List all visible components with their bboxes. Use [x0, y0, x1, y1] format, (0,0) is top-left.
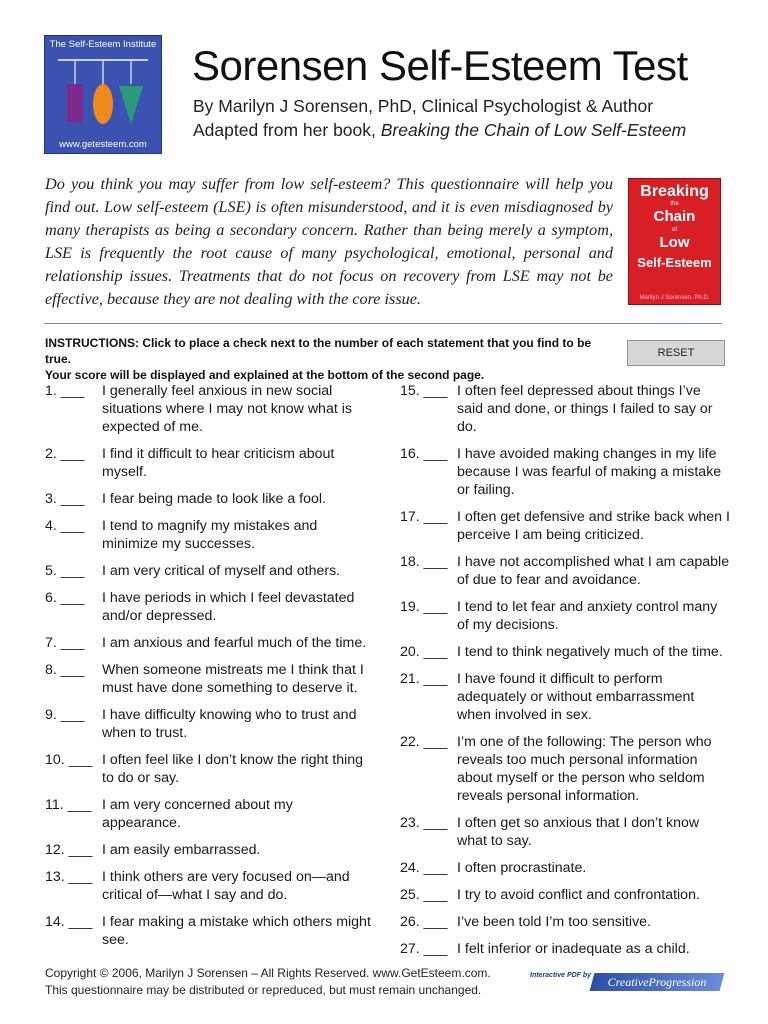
question-text: I am anxious and fearful much of the time. — [102, 635, 367, 651]
byline: By Marilyn J Sorensen, PhD, Clinical Psychologist & Author — [193, 96, 654, 116]
question-text: I have difficulty knowing who to trust and when to trust. — [102, 707, 357, 741]
question-text: I often feel depressed about things I’ve said and done, or things I failed to say or do. — [457, 383, 713, 435]
question-text: I try to avoid conflict and confrontation. — [457, 887, 700, 903]
creative-progression-logo — [530, 970, 720, 996]
question-number-checkbox[interactable]: 27. ___ — [400, 941, 448, 957]
question-number-checkbox[interactable]: 12. ___ — [45, 842, 93, 858]
institute-logo — [44, 35, 162, 154]
question-text: I think others are very focused on—and critical of—what I say and do. — [102, 869, 350, 903]
question-item[interactable] — [400, 859, 730, 877]
question-text: I often feel like I don’t know the right thing to do or say. — [102, 752, 364, 786]
question-number-checkbox[interactable]: 3. ___ — [45, 491, 85, 507]
book-small-1: the — [670, 201, 679, 207]
question-text: I tend to magnify my mistakes and minimize my successes. — [102, 518, 318, 552]
question-item[interactable] — [400, 940, 730, 958]
question-item[interactable] — [400, 598, 730, 634]
pendulum-icon — [53, 54, 153, 149]
question-text: I often get defensive and strike back when I perceive I am being criticized. — [457, 509, 730, 543]
intro-paragraph: Do you think you may suffer from low self-esteem? This questionnaire will help you find out. Low self-esteem (LSE) is often misunderstood, and it is even misdiagnosed by many therapists as being a secondary concern. Rather than being merely a symptom, LSE is frequently the root cause of many psychological, emotional, personal and relationship issues. Treatments that do not focus on recovery from LSE may not be effective, because they are not dealing with the core issue. — [45, 175, 613, 308]
question-number-checkbox[interactable]: 18. ___ — [400, 554, 448, 570]
instructions — [45, 335, 615, 383]
question-item[interactable] — [45, 868, 375, 904]
question-number-checkbox[interactable]: 24. ___ — [400, 860, 448, 876]
question-item[interactable] — [400, 670, 730, 724]
question-text: I often get so anxious that I don’t know what to say. — [457, 815, 700, 849]
question-number-checkbox[interactable]: 14. ___ — [45, 914, 93, 930]
question-text: I am very critical of myself and others. — [102, 563, 341, 579]
copyright-line-1: Copyright © 2006, Marilyn J Sorensen – All Rights Reserved. www.GetEsteem.com. — [45, 966, 491, 980]
book-line-3: Low — [659, 234, 690, 251]
book-title: Breaking the Chain of Low Self-Esteem — [380, 120, 687, 140]
question-item[interactable] — [45, 841, 375, 859]
logo-url: www.getesteem.com — [59, 139, 147, 150]
question-item[interactable] — [45, 796, 375, 832]
book-author: Marilyn J Sorensen, Ph.D. — [639, 295, 710, 301]
question-number-checkbox[interactable]: 5. ___ — [45, 563, 85, 579]
instructions-line-2: Your score will be displayed and explained at the bottom of the second page. — [45, 368, 485, 382]
book-cover — [628, 178, 721, 305]
question-number-checkbox[interactable]: 22. ___ — [400, 734, 448, 750]
question-number-checkbox[interactable]: 11. ___ — [45, 797, 92, 813]
question-number-checkbox[interactable]: 25. ___ — [400, 887, 448, 903]
question-number-checkbox[interactable]: 19. ___ — [400, 599, 448, 615]
question-item[interactable] — [45, 382, 375, 436]
question-number-checkbox[interactable]: 21. ___ — [400, 671, 448, 687]
instructions-label: INSTRUCTIONS: — [45, 336, 139, 350]
questions-right-column — [400, 382, 730, 967]
logo-top-text: The Self-Esteem Institute — [49, 39, 157, 50]
question-item[interactable] — [45, 445, 375, 481]
question-item[interactable] — [400, 814, 730, 850]
brand-small-text: Interactive PDF by — [530, 972, 592, 979]
page-title: Sorensen Self-Esteem Test — [192, 42, 688, 89]
book-small-2: of — [671, 227, 677, 233]
question-item[interactable] — [400, 445, 730, 499]
question-text: I’ve been told I’m too sensitive. — [457, 914, 651, 930]
question-item[interactable] — [45, 517, 375, 553]
question-number-checkbox[interactable]: 9. ___ — [45, 707, 85, 723]
question-text: I fear making a mistake which others might see. — [102, 914, 371, 948]
question-item[interactable] — [400, 886, 730, 904]
adapted-prefix: Adapted from her book, — [193, 120, 381, 140]
instructions-line-1: Click to place a check next to the number of each statement that you find to be true. — [45, 336, 592, 366]
question-text: I fear being made to look like a fool. — [102, 491, 326, 507]
question-item[interactable] — [45, 913, 375, 949]
question-item[interactable] — [400, 733, 730, 805]
question-text: I am easily embarrassed. — [102, 842, 261, 858]
question-text: I find it difficult to hear criticism about myself. — [102, 446, 335, 480]
question-item[interactable] — [45, 490, 375, 508]
question-item[interactable] — [400, 913, 730, 931]
question-item[interactable] — [45, 634, 375, 652]
book-line-2: Chain — [653, 208, 696, 225]
question-number-checkbox[interactable]: 2. ___ — [45, 446, 85, 462]
question-number-checkbox[interactable]: 6. ___ — [45, 590, 85, 606]
question-item[interactable] — [45, 589, 375, 625]
question-item[interactable] — [45, 706, 375, 742]
question-text: I’m one of the following: The person who reveals too much personal information about myself or the person who seldom reveals personal information. — [457, 734, 712, 804]
question-item[interactable] — [45, 661, 375, 697]
question-item[interactable] — [45, 562, 375, 580]
question-number-checkbox[interactable]: 7. ___ — [45, 635, 85, 651]
question-number-checkbox[interactable]: 4. ___ — [45, 518, 85, 534]
reset-button[interactable]: RESET — [627, 340, 725, 366]
question-text: When someone mistreats me I think that I must have done something to deserve it. — [102, 662, 364, 696]
question-item[interactable] — [400, 553, 730, 589]
question-text: I have found it difficult to perform adequately or without embarrassment when involved in sex. — [457, 671, 695, 723]
question-number-checkbox[interactable]: 15. ___ — [400, 383, 448, 399]
question-text: I have avoided making changes in my life because I was fearful of making a mistake or failing. — [457, 446, 722, 498]
question-number-checkbox[interactable]: 16. ___ — [400, 446, 448, 462]
question-number-checkbox[interactable]: 17. ___ — [400, 509, 448, 525]
question-number-checkbox[interactable]: 23. ___ — [400, 815, 448, 831]
question-number-checkbox[interactable]: 1. ___ — [45, 383, 85, 399]
book-line-4: Self-Esteem — [637, 255, 712, 270]
question-number-checkbox[interactable]: 20. ___ — [400, 644, 448, 660]
questions-left-column — [45, 382, 375, 958]
question-number-checkbox[interactable]: 8. ___ — [45, 662, 85, 678]
copyright-line-2: This questionnaire may be distributed or repreduced, but must remain unchanged. — [45, 983, 482, 997]
question-item[interactable] — [400, 643, 730, 661]
question-text: I tend to let fear and anxiety control many of my decisions. — [457, 599, 718, 633]
question-text: I have periods in which I feel devastated and/or depressed. — [102, 590, 355, 624]
question-text: I felt inferior or inadequate as a child. — [457, 941, 690, 957]
question-item[interactable] — [45, 751, 375, 787]
question-number-checkbox[interactable]: 10. ___ — [45, 752, 93, 768]
divider — [44, 323, 722, 324]
question-item[interactable] — [400, 382, 730, 436]
adapted-from — [193, 120, 686, 141]
copyright — [45, 965, 491, 999]
question-text: I have not accomplished what I am capable of due to fear and avoidance. — [457, 554, 730, 588]
question-number-checkbox[interactable]: 26. ___ — [400, 914, 448, 930]
question-text: I am very concerned about my appearance. — [102, 797, 293, 831]
question-number-checkbox[interactable]: 13. ___ — [45, 869, 93, 885]
question-item[interactable] — [400, 508, 730, 544]
brand-name: CreativeProgression — [607, 975, 707, 989]
book-line-1: Breaking — [640, 183, 709, 200]
question-text: I often procrastinate. — [457, 860, 587, 876]
question-text: I generally feel anxious in new social situations where I may not know what is expected of me. — [102, 383, 352, 435]
question-text: I tend to think negatively much of the time. — [457, 644, 723, 660]
